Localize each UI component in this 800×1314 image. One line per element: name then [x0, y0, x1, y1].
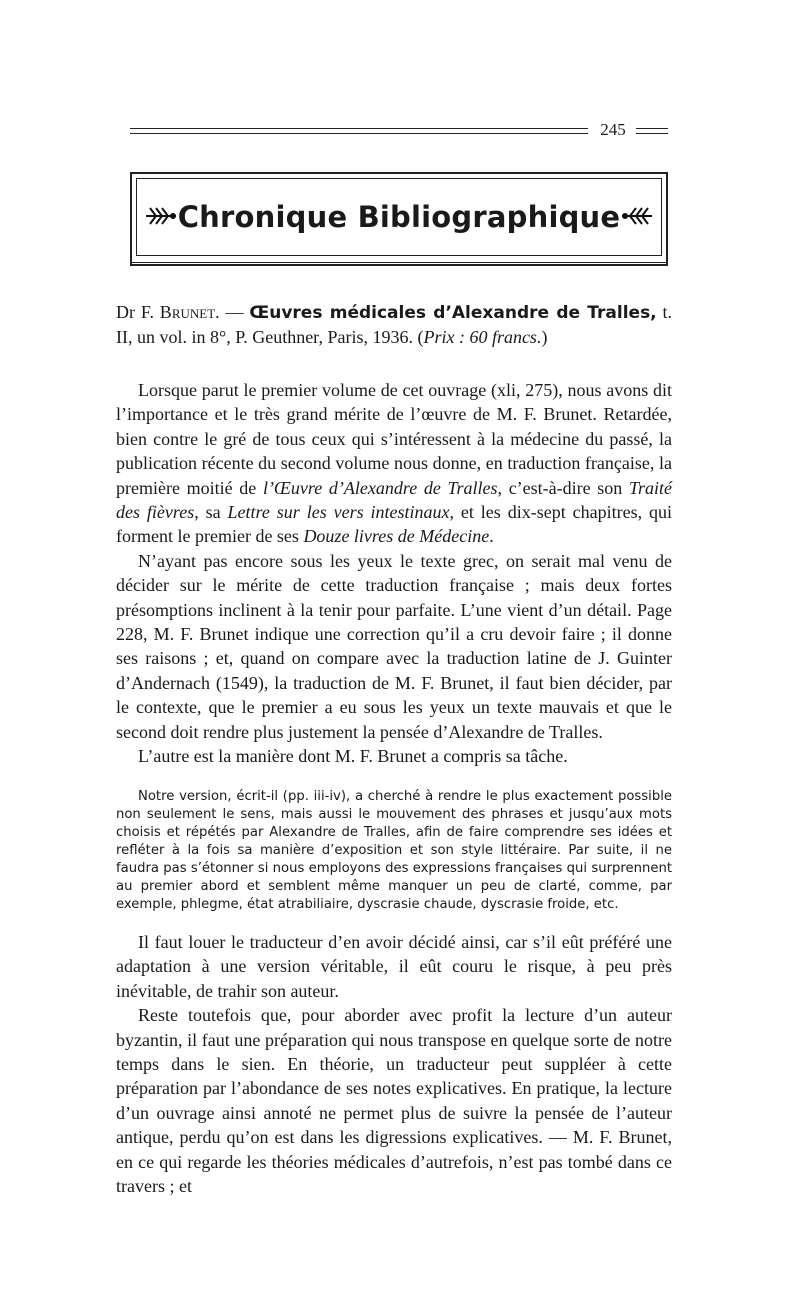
header-rule [130, 128, 588, 129]
section-title: Chronique Bibliographique [177, 200, 621, 234]
work-title: Œuvres médicales d’Alexandre de Tralles, [249, 303, 657, 323]
cited-work: Douze livres de Médecine [303, 526, 490, 547]
volume-reference: xli [496, 380, 516, 400]
paragraph: Reste toutefois que, pour aborder avec profit la lecture d’un auteur byzantin, il faut une préparation qui nous transpose en quelque sorte de notre temps dans le sien. En théorie, un traducteur peut suppléer à cette préparation par l’abondance de ses notes explicatives. En pratique, la lecture d’un ouvrage ainsi annoté ne permet plus de suivre la pensée de l’auteur antique, perdu qu’on est dans les digressions explicatives. — M. F. Brunet, en ce qui regarde les théories médicales d’autrefois, n’est pas tombé dans ce travers ; et [116, 1005, 672, 1197]
header-rule [636, 133, 668, 134]
paragraph [116, 378, 672, 549]
header-rule [636, 128, 668, 129]
text-run: . [489, 526, 494, 547]
section-banner [130, 172, 668, 266]
page-number: 245 [600, 120, 626, 139]
cited-work: Traité des fièvres [116, 477, 672, 523]
cited-work: Lettre sur les vers intestinaux [227, 502, 450, 523]
author-prefix: Dr [116, 302, 135, 322]
banner-base-rule [130, 262, 668, 263]
cited-work: l’Œuvre d’Alexandre de Tralles [262, 477, 498, 498]
paragraph: L’autre est la manière dont M. F. Brunet a compris sa tâche. [138, 746, 568, 767]
text-run: Lorsque parut le premier volume de cet ouvrage ( [138, 380, 497, 400]
fleuron-icon [620, 202, 654, 230]
review-body-continued [116, 930, 672, 1198]
text-run: , sa [194, 502, 228, 523]
block-quote [116, 788, 672, 914]
header-rule [130, 133, 588, 134]
page-header [130, 122, 668, 142]
text-run: , et les dix-sept chapitres, qui forment le premier de ses [116, 502, 672, 547]
bibliographic-entry [116, 300, 672, 350]
quote-text: Notre version, écrit-il (pp. iii-iv), a cherché à rendre le plus exactement possible non seulement le sens, mais aussi le mouvement des phrases et jusqu’aux mots choisis et répétés par Alexandre de Tralles, afin de faire comprendre ses idées et refléter à la fois sa manière d’exposition et son style littéraire. Par suite, il ne faudra pas s’étonner si nous employons des expressions françaises qui surprennent au premier abord et semblent même manquer un peu de clarté, comme, par exemple, phlegme, état atrabiliaire, dyscrasie chaude, dyscrasie froide, etc. [116, 789, 672, 912]
price: Prix : 60 francs. [423, 327, 542, 348]
paragraph: Il faut louer le traducteur d’en avoir décidé ainsi, car s’il eût préféré une adaptation à une version véritable, il eût couru le risque, à peu près inévitable, de trahir son auteur. [116, 932, 672, 1001]
paragraph: N’ayant pas encore sous les yeux le texte grec, on serait mal venu de décider sur le mérite de cette traduction française ; mais deux fortes présomptions inclinent à la tenir pour parfaite. L’une vient d’un détail. Page 228, M. F. Brunet indique une correction qu’il a cru devoir faire ; il donne ses raisons ; et, quand on compare avec la traduction latine de J. Guinter d’Andernach (1549), la traduction de M. F. Brunet, il faut bien décider, par le contexte, que le premier a eu sous les yeux un texte mauvais et que le second doit rendre plus justement la pensée d’Alexandre de Tralles. [116, 550, 672, 742]
entry-close: ) [541, 327, 548, 348]
text-run: , 275), nous avons dit l’importance et le très grand mérite de l’œuvre de M. F. Brunet. Retardée, bien contre le gré de tous ceux qui s’intéressent à la médecine du passé, la publication récente du second volume nous donne, en traduction française, la première moitié de [116, 380, 672, 498]
review-body [116, 378, 672, 769]
entry-dash: — [219, 302, 250, 322]
publication-details: t. II, un vol. in 8°, P. Geuthner, Paris, 1936. ( [116, 302, 673, 348]
text-run: , c’est-à-dire son [497, 477, 629, 498]
author-name: F. Brunet. [140, 302, 220, 322]
